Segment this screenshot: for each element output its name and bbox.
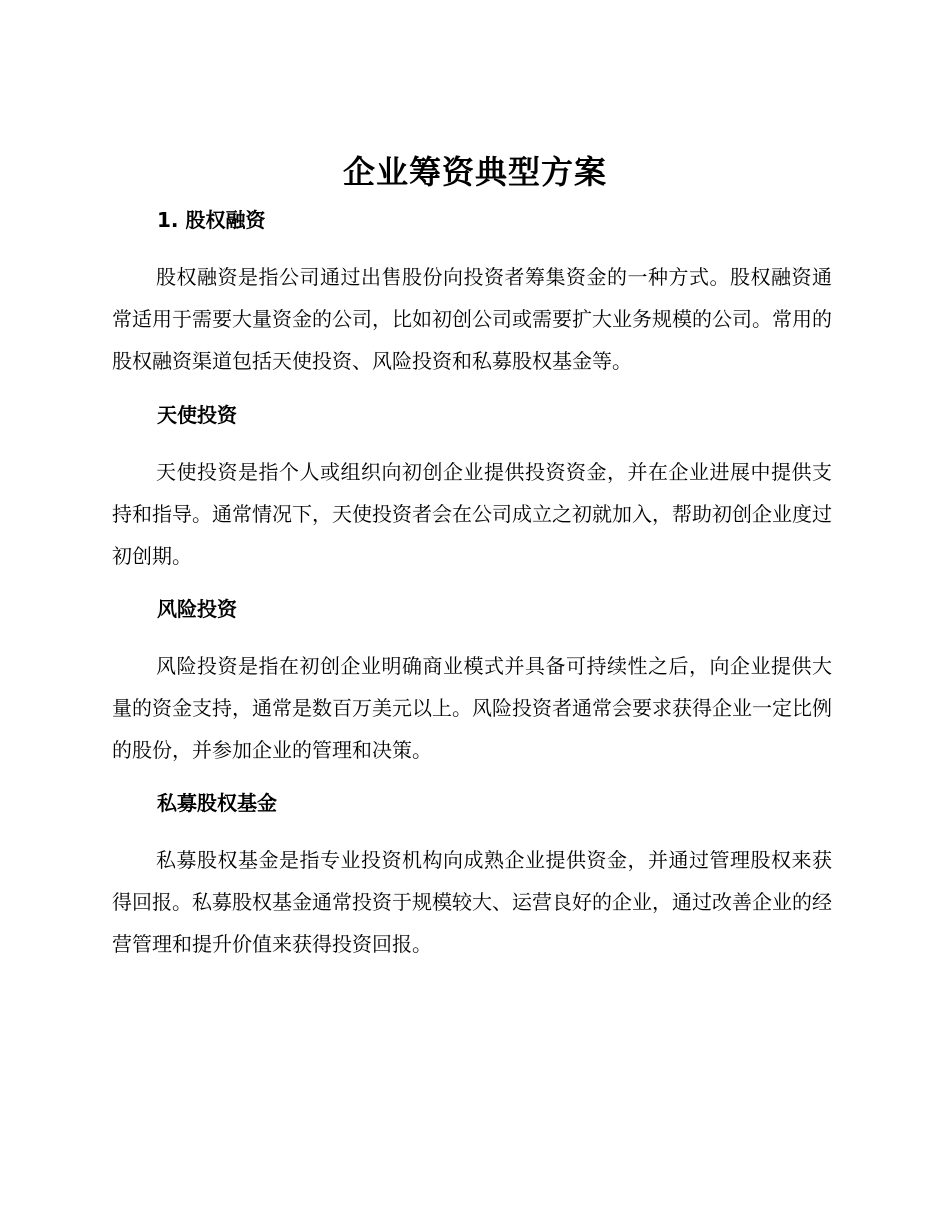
section-heading-angel-investment: 天使投资	[157, 403, 237, 427]
section-heading-private-equity-fund: 私募股权基金	[157, 791, 277, 815]
page-title: 企业筹资典型方案	[342, 153, 607, 191]
section-heading-equity-financing: 1. 股权融资	[157, 208, 266, 232]
section-body-private-equity-fund: 私募股权基金是指专业投资机构向成熟企业提供资金，并通过管理股权来获得回报。私募股权基金通常投资于规模较大、运营良好的企业，通过改善企业的经营管理和提升价值来获得投资回报。	[112, 848, 832, 956]
section-body-angel-investment: 天使投资是指个人或组织向初创企业提供投资资金，并在企业进展中提供支持和指导。通常情况下，天使投资者会在公司成立之初就加入，帮助初创企业度过初创期。	[112, 460, 832, 568]
section-heading-venture-capital: 风险投资	[157, 597, 237, 621]
section-body-venture-capital: 风险投资是指在初创企业明确商业模式并具备可持续性之后，向企业提供大量的资金支持，通常是数百万美元以上。风险投资者通常会要求获得企业一定比例的股份，并参加企业的管理和决策。	[112, 654, 832, 762]
section-body-equity-financing: 股权融资是指公司通过出售股份向投资者筹集资金的一种方式。股权融资通常适用于需要大量资金的公司，比如初创公司或需要扩大业务规模的公司。常用的股权融资渠道包括天使投资、风险投资和私募股权基金等。	[112, 265, 832, 373]
